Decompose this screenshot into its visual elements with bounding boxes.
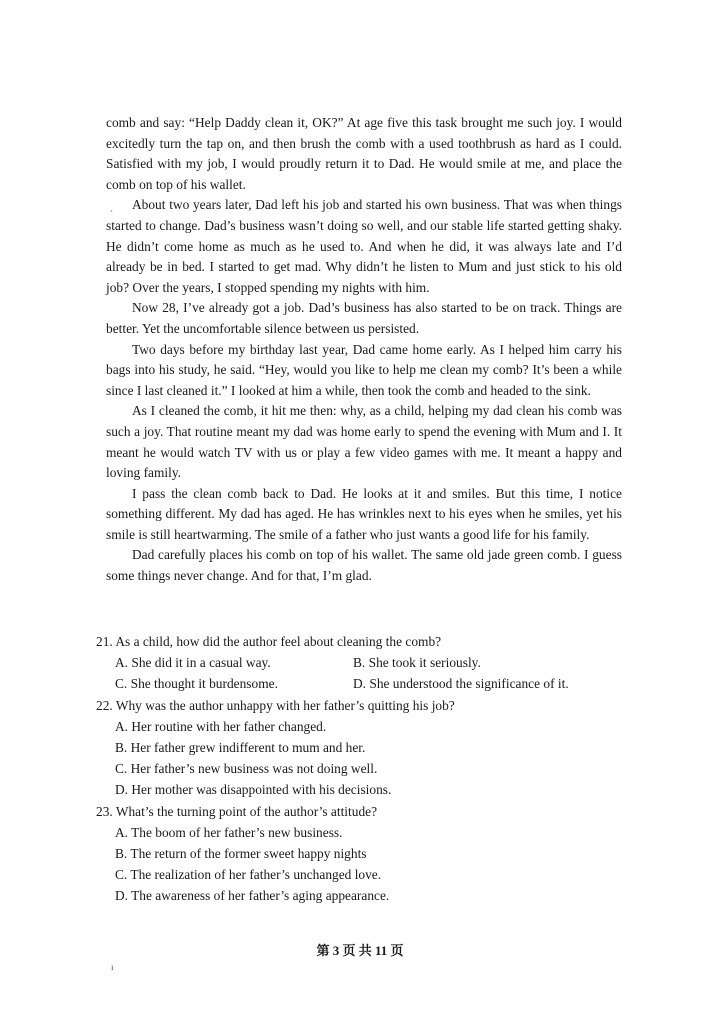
question-23 xyxy=(96,801,616,907)
question-stem: 23. What’s the turning point of the author’s attitude? xyxy=(96,803,378,819)
option-b[interactable]: B. Her father grew indifferent to mum and her. xyxy=(115,740,366,756)
question-stem: 21. As a child, how did the author feel about cleaning the comb? xyxy=(96,634,442,649)
question-options xyxy=(96,652,616,694)
scan-mark: ı xyxy=(111,962,114,972)
option-d[interactable]: D. She understood the significance of it. xyxy=(353,676,569,692)
question-list xyxy=(96,631,616,907)
option-c[interactable]: C. Her father’s new business was not doing well. xyxy=(115,761,378,777)
question-options xyxy=(96,822,616,907)
passage-paragraph-2: About two years later, Dad left his job and started his own business. That was when things started to change. Dad’s business wasn’t doing so well, and our stable life started getting shaky. He didn’t come home as much as he used to. And when he did, it was always late and I’d already be in bed. I started to get mad. Why didn’t he listen to Mum and just stick to his old job? Over the years, I stopped spending my nights with him. xyxy=(106,197,622,295)
scan-mark: ˎ xyxy=(110,202,113,212)
option-a[interactable]: A. Her routine with her father changed. xyxy=(115,718,327,734)
passage-paragraph-3: Now 28, I’ve already got a job. Dad’s business has also started to be on track. Things are better. Yet the uncomfortable silence between us persisted. xyxy=(106,300,622,336)
question-21 xyxy=(96,631,616,695)
option-b[interactable]: B. The return of the former sweet happy nights xyxy=(115,846,367,862)
passage-paragraph-4: Two days before my birthday last year, Dad came home early. As I helped him carry his bags into his study, he said. “Hey, would you like to help me clean my comb? It’s been a while since I last cleaned it.” I looked at him a while, then took the comb and headed to the sink. xyxy=(106,341,622,398)
option-c[interactable]: C. The realization of her father’s unchanged love. xyxy=(115,867,382,883)
option-c[interactable]: C. She thought it burdensome. xyxy=(115,676,278,692)
reading-passage xyxy=(106,113,622,587)
question-options xyxy=(96,716,616,801)
question-22 xyxy=(96,695,616,801)
passage-paragraph-1: comb and say: “Help Daddy clean it, OK?” At age five this task brought me such joy. I would excitedly turn the tap on, and then brush the comb with a used toothbrush as hard as I could. Satisfied with my job, I would proudly return it to Dad. He would smile at me, and place the comb on top of his wallet. xyxy=(106,115,622,192)
option-b[interactable]: B. She took it seriously. xyxy=(353,655,481,671)
passage-paragraph-5: As I cleaned the comb, it hit me then: why, as a child, helping my dad clean his comb was such a joy. That routine meant my dad was home early to spend the evening with Mum and I. It meant he would watch TV with us or play a few video games with me. It meant a happy and loving family. xyxy=(106,403,622,481)
option-d[interactable]: D. The awareness of her father’s aging appearance. xyxy=(115,888,390,904)
passage-paragraph-7: Dad carefully places his comb on top of his wallet. The same old jade green comb. I guess some things never change. And for that, I’m glad. xyxy=(106,547,622,584)
option-a[interactable]: A. She did it in a casual way. xyxy=(115,655,271,671)
question-stem: 22. Why was the author unhappy with her father’s quitting his job? xyxy=(96,697,455,713)
option-d[interactable]: D. Her mother was disappointed with his decisions. xyxy=(115,782,392,798)
passage-paragraph-6: I pass the clean comb back to Dad. He looks at it and smiles. But this time, I notice something different. My dad has aged. He has wrinkles next to his eyes when he smiles, yet his smile is still heartwarming. The smile of a father who just wants a good life for his family. xyxy=(106,485,622,542)
option-a[interactable]: A. The boom of her father’s new business. xyxy=(115,824,343,840)
page-number-footer: 第 3 页 共 11 页 xyxy=(316,943,404,958)
